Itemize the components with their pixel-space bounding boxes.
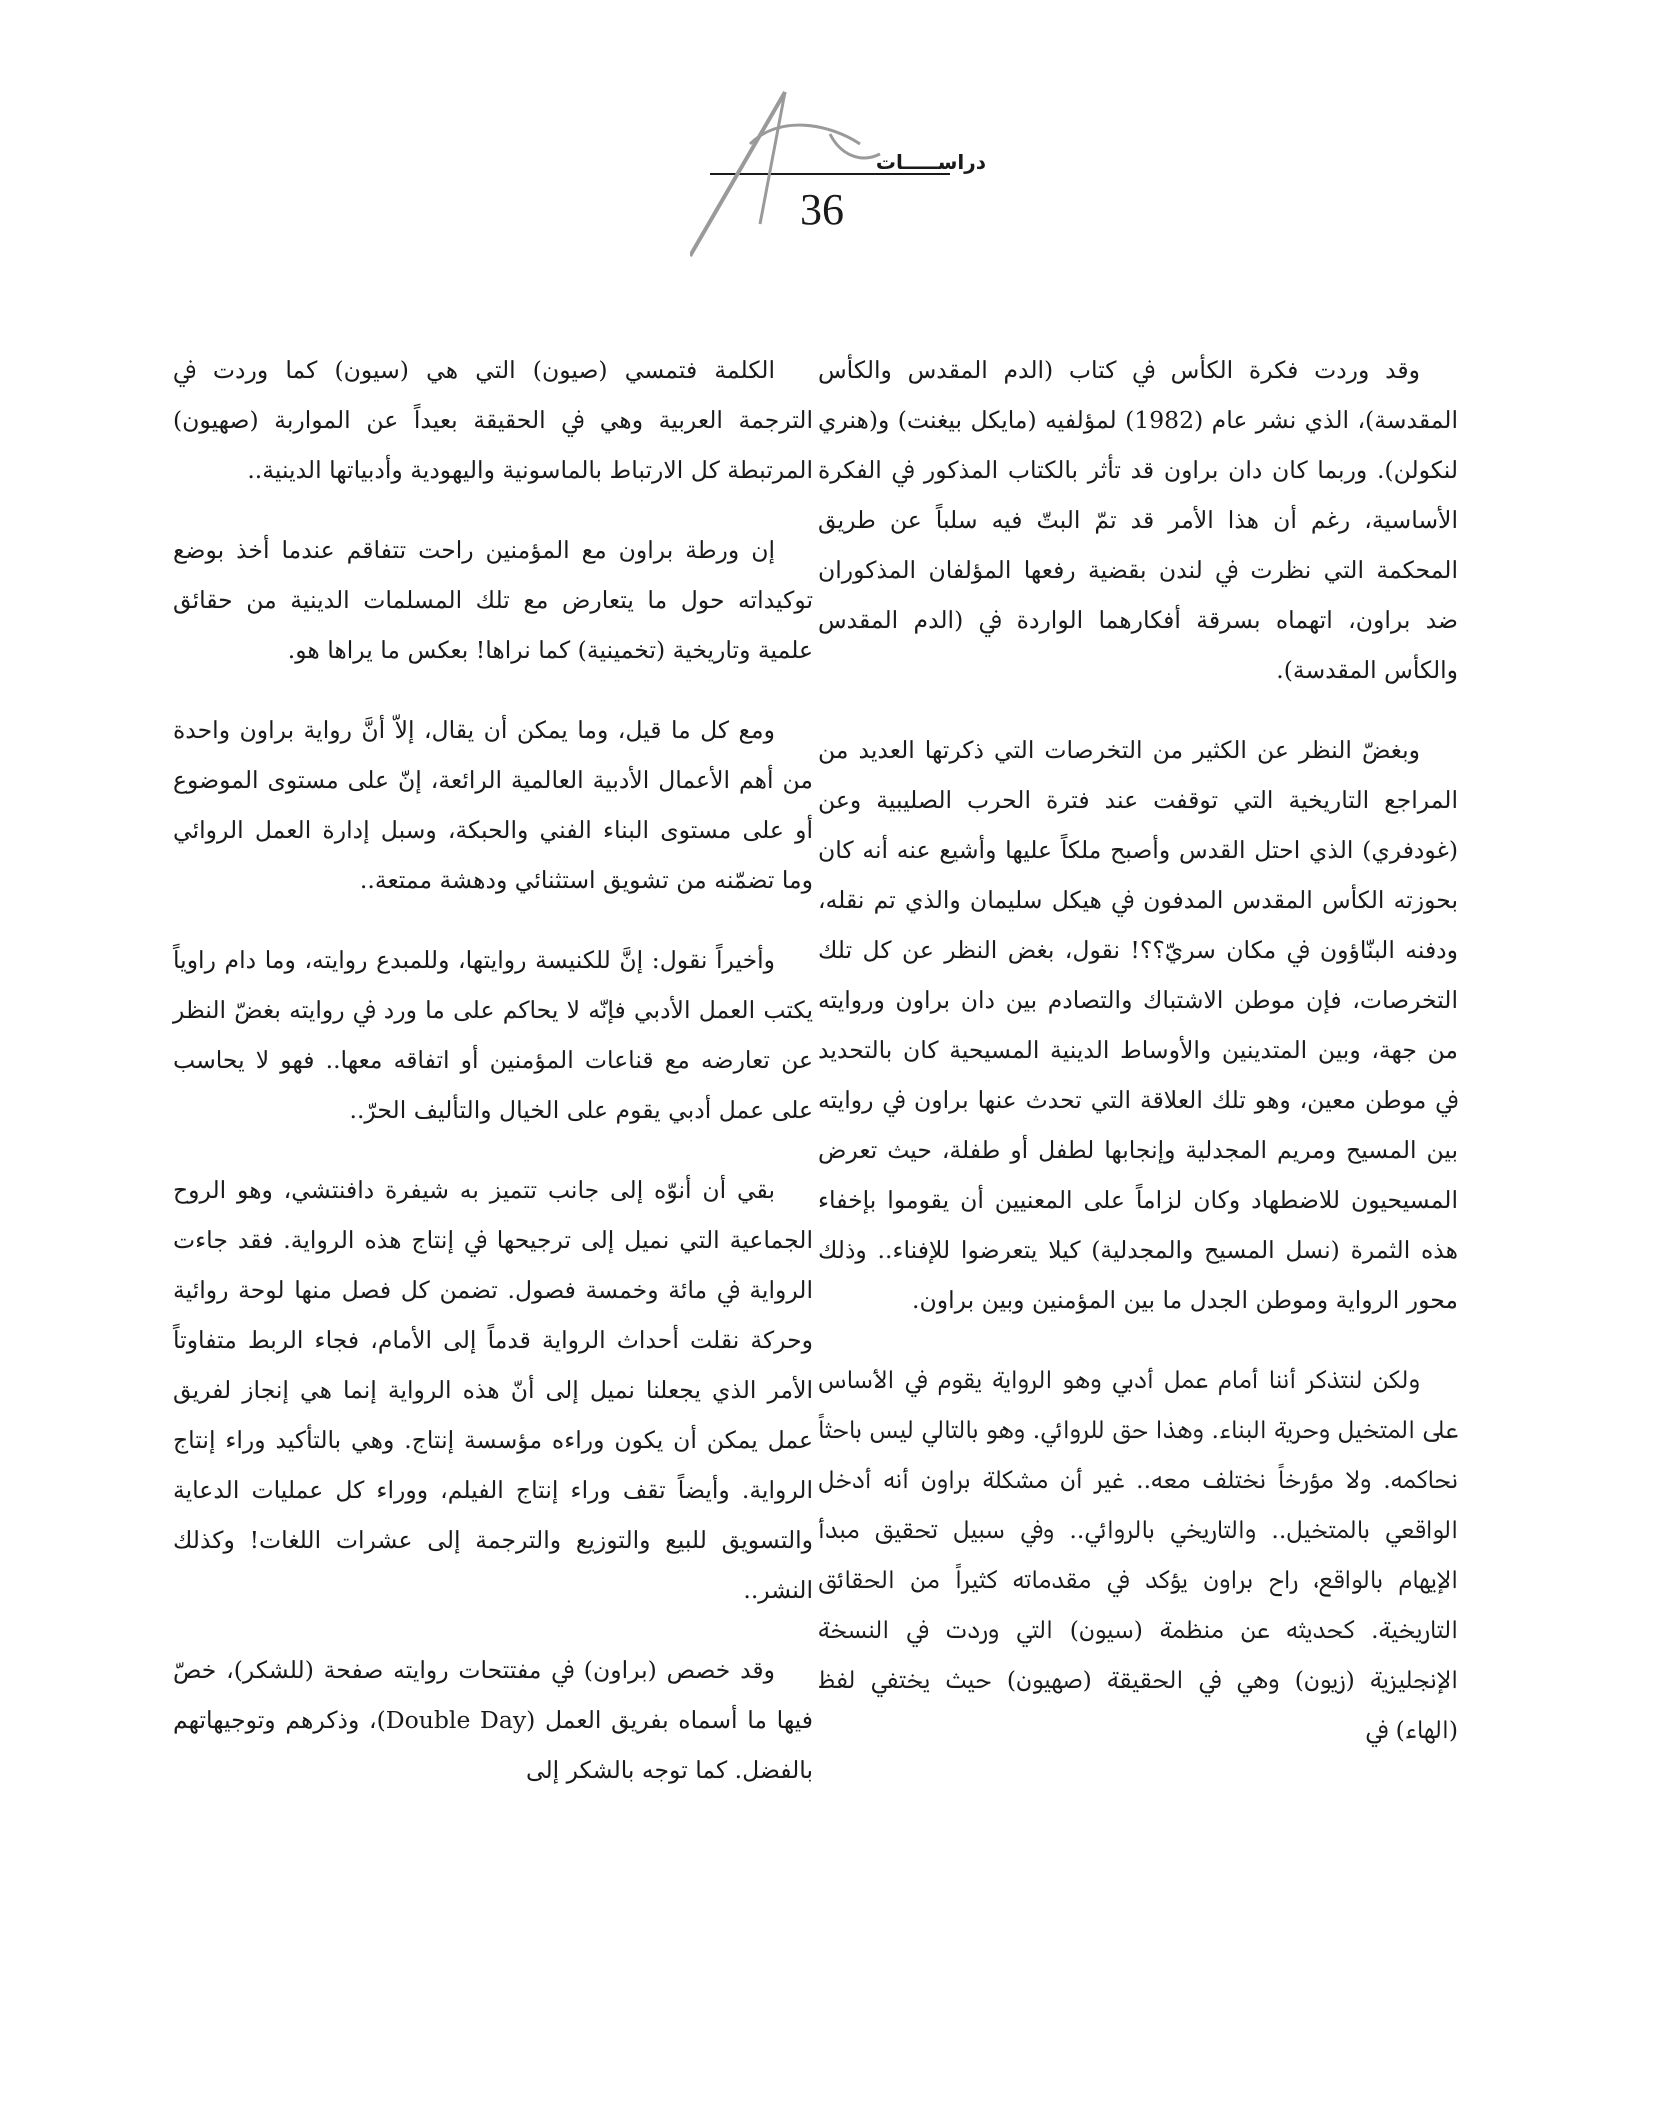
paragraph: إن ورطة براون مع المؤمنين راحت تتفاقم عندما أخذ بوضع توكيداته حول ما يتعارض مع تلك المسلمات الدينية من حقائق علمية وتاريخية (تخمينية) كما نراها! بعكس ما يراها هو.	[173, 536, 813, 664]
paragraph: وقد وردت فكرة الكأس ﰲ كتاب (الدم المقدس والكأس المقدسة)، الذي نشر عام (1982) لمؤلفيه (مايكل بيغنت) و(هنري لنكولن). وربما كان دان براون قد تأثر بالكتاب المذكور ﰲ الفكرة الأساسية، رغم أن هذا الأمر قد تمّ البتّ فيه سلباً عن طريق المحكمة التي نظرت ﰲ لندن بقضية رفعها المؤلفان المذكوران ضد براون، اتهماه بسرقة أفكارهما الواردة ﰲ (الدم المقدس والكأس المقدسة).	[818, 356, 1458, 684]
page-number: 36	[800, 185, 844, 234]
page-header	[690, 84, 1030, 274]
paragraph: الكلمة فتمسي (صيون) التي هي (سيون) كما وردت ﰲ الترجمة العربية وهي ﰲ الحقيقة بعيداً عن المواربة (صهيون) المرتبطة كل الارتباط بالماسونية واليهودية وأدبياتها الدينية..	[173, 356, 813, 484]
paragraph: ومع كل ما قيل، وما يمكن أن يقال، إلاّ أنَّ رواية براون واحدة من أهم الأعمال الأدبية العالمية الرائعة، إنّ على مستوى الموضوع أو على مستوى البناء الفني والحبكة، وسبل إدارة العمل الروائي وما تضمّنه من تشويق استثنائي ودهشة ممتعة..	[173, 716, 813, 894]
section-label: دراســـــات	[875, 150, 986, 174]
paragraph: وأخيراً نقول: إنَّ للكنيسة روايتها، وللمبدع روايته، وما دام راوياً يكتب العمل الأدبي فإنّه لا يحاكم على ما ورد ﰲ روايته بغضّ النظر عن تعارضه مع قناعات المؤمنين أو اتفاقه معها.. فهو لا يحاسب على عمل أدبي يقوم على الخيال والتأليف الحرّ..	[173, 946, 813, 1124]
paragraph: وبغضّ النظر عن الكثير من التخرصات التي ذكرتها العديد من المراجع التاريخية التي توقفت عند فترة الحرب الصليبية وعن (غودفري) الذي احتل القدس وأصبح ملكاً عليها وأشيع عنه أنه كان بحوزته الكأس المقدس المدفون ﰲ هيكل سليمان والذي تم نقله، ودفنه البنّاؤون ﰲ مكان سريّ؟؟! نقول، بغض النظر عن كل تلك التخرصات، فإن موطن الاشتباك والتصادم بين دان براون وروايته من جهة، وبين المتدينين والأوساط الدينية المسيحية كان بالتحديد ﰲ موطن معين، وهو تلك العلاقة التي تحدث عنها براون ﰲ روايته بين المسيح ومريم المجدلية وإنجابها لطفل أو طفلة، حيث تعرض المسيحيون للاضطهاد وكان لزاماً على المعنيين أن يقوموا بإخفاء هذه الثمرة (نسل المسيح والمجدلية) كيلا يتعرضوا للإفناء.. وذلك محور الرواية وموطن الجدل ما بين المؤمنين وبين براون.	[818, 736, 1458, 1314]
paragraph: وقد خصص (براون) ﰲ مفتتحات روايته صفحة (للشكر)، خصّ فيها ما أسماه بفريق العمل (Double Day)، وذكرهم وتوجيهاتهم بالفضل. كما توجه بالشكر إلى	[173, 1656, 813, 1784]
text-column-left	[173, 345, 813, 1825]
magazine-logo-graphic	[690, 84, 1030, 274]
paragraph: ولكن لنتذكر أننا أمام عمل أدبي وهو الرواية يقوم ﰲ الأساس على المتخيل وحرية البناء. وهذا حق للروائي. وهو بالتالي ليس باحثاً نحاكمه. ولا مؤرخاً نختلف معه.. غير أن مشكلة براون أنه أدخل الواقعي بالمتخيل.. والتاريخي بالروائي.. وﰲ سبيل تحقيق مبدأ الإيهام بالواقع، راح براون يؤكد ﰲ مقدماته كثيراً من الحقائق التاريخية. كحديثه عن منظمة (سيون) التي وردت ﰲ النسخة الإنجليزية (زيون) وهي ﰲ الحقيقة (صهيون) حيث يختفي لفظ (الهاء) ﰲ	[818, 1366, 1458, 1744]
paragraph: بقي أن أنوّه إلى جانب تتميز به شيفرة دافنتشي، وهو الروح الجماعية التي نميل إلى ترجيحها ﰲ إنتاج هذه الرواية. فقد جاءت الرواية ﰲ مائة وخمسة فصول. تضمن كل فصل منها لوحة روائية وحركة نقلت أحداث الرواية قدماً إلى الأمام، فجاء الربط متفاوتاً الأمر الذي يجعلنا نميل إلى أنّ هذه الرواية إنما هي إنجاز لفريق عمل يمكن أن يكون وراءه مؤسسة إنتاج. وهي بالتأكيد وراء إنتاج الرواية. وأيضاً تقف وراء إنتاج الفيلم، ووراء كل عمليات الدعاية والتسويق للبيع والتوزيع والترجمة إلى عشرات اللغات! وكذلك النشر..	[173, 1176, 813, 1604]
text-column-right	[818, 345, 1458, 1785]
